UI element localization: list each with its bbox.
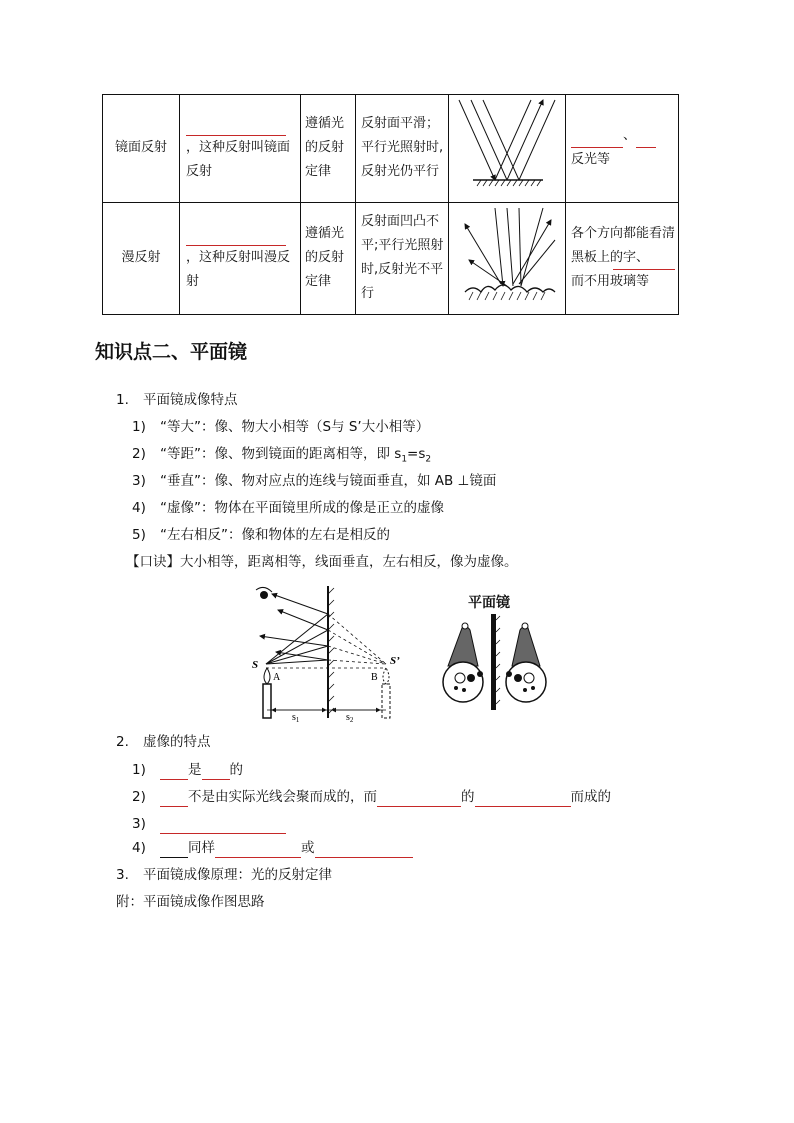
answer-blank — [215, 843, 301, 858]
appendix: 附：平面镜成像作图思路 — [116, 894, 265, 910]
list-item: “虚像”：物体在平面镜里所成的像是正立的虚像 — [160, 500, 444, 516]
mirror-figure-title: 平面镜 — [468, 595, 510, 611]
answer-blank — [186, 231, 286, 246]
label-A: A — [273, 672, 281, 683]
section-title: 知识点二、平面镜 — [95, 341, 248, 363]
list-item: 同样 或 — [160, 838, 413, 858]
example-head: 各个方向都能看清黑板上的字、 — [571, 226, 676, 266]
diagram-cell — [449, 95, 566, 203]
label-B: B — [371, 672, 378, 683]
list-number: 3) — [132, 816, 146, 832]
s2-number: 2. — [116, 734, 129, 750]
mirror-clown-illustration — [436, 612, 556, 714]
diagram-cell — [449, 202, 566, 314]
row-name: 漫反射 — [103, 202, 180, 314]
feature-cell: 反射面凹凸不平;平行光照射时,反射光不平行 — [356, 202, 449, 314]
answer-blank — [160, 819, 286, 834]
s1-title: 平面镜成像特点 — [143, 392, 238, 408]
answer-blank — [613, 255, 675, 270]
list-item: “垂直”：像、物对应点的连线与镜面垂直，如 AB ⊥镜面 — [160, 473, 497, 489]
label-S-prime: S’ — [390, 655, 400, 667]
list-item: 不是由实际光线会聚而成的，而 的 而成的 — [160, 787, 611, 807]
feature-cell: 反射面平滑；平行光照射时,反射光仍平行 — [356, 95, 449, 203]
label-S: S — [252, 659, 259, 671]
answer-blank — [186, 121, 286, 136]
list-number: 2) — [132, 446, 146, 462]
svg-text:s1 — [292, 712, 300, 724]
law-cell: 遵循光的反射定律 — [301, 202, 356, 314]
svg-text:s2 — [346, 712, 354, 724]
answer-blank — [377, 792, 461, 807]
list-number: 4) — [132, 500, 146, 516]
s2-title: 虚像的特点 — [143, 734, 211, 750]
answer-blank — [571, 133, 623, 148]
answer-blank — [160, 792, 188, 807]
answer-blank — [636, 133, 656, 148]
list-item — [160, 814, 286, 834]
example-tail: 而不用玻璃等 — [571, 274, 650, 290]
blank-suffix: ，这种反射叫漫反射 — [186, 250, 291, 290]
diffuse-reflection-diagram — [455, 204, 559, 304]
label-s1-sub: 1 — [295, 716, 300, 724]
list-number: 3) — [132, 473, 146, 489]
plane-mirror-imaging-diagram — [246, 584, 406, 724]
table-row — [103, 95, 679, 203]
answer-blank — [315, 843, 413, 858]
example-cell — [566, 202, 679, 314]
list-item: “等距”：像、物到镜面的距离相等，即 $s_1=s_2$ — [160, 446, 432, 465]
answer-blank — [160, 843, 188, 858]
mnemonic: 【口诀】大小相等，距离相等，线面垂直，左右相反，像为虚像。 — [126, 554, 518, 570]
label-s1: s — [292, 712, 296, 723]
list-item: 是 的 — [160, 760, 243, 780]
blank-suffix: ，这种反射叫镜面反射 — [186, 140, 291, 180]
answer-blank — [160, 765, 188, 780]
example-cell — [566, 95, 679, 203]
specular-reflection-diagram — [455, 96, 559, 192]
s1-number: 1. — [116, 392, 129, 408]
example-separator: 、 — [623, 128, 637, 144]
list-item: “等大”：像、物大小相等（S与 S’大小相等） — [160, 419, 430, 435]
blank-cell — [180, 202, 301, 314]
example-tail: 反光等 — [571, 152, 611, 168]
list-number: 4) — [132, 840, 146, 856]
list-number: 1) — [132, 419, 146, 435]
reflection-comparison-table — [102, 94, 679, 315]
list-number: 2) — [132, 789, 146, 805]
list-number: 5) — [132, 527, 146, 543]
law-cell: 遵循光的反射定律 — [301, 95, 356, 203]
label-s2: s — [346, 712, 350, 723]
table-row — [103, 202, 679, 314]
s3-text: 平面镜成像原理：光的反射定律 — [143, 867, 332, 883]
list-item: “左右相反”：像和物体的左右是相反的 — [160, 527, 390, 543]
blank-cell — [180, 95, 301, 203]
answer-blank — [202, 765, 230, 780]
label-s2-sub: 2 — [349, 716, 354, 724]
answer-blank — [475, 792, 571, 807]
row-name: 镜面反射 — [103, 95, 180, 203]
s3-number: 3. — [116, 867, 129, 883]
list-number: 1) — [132, 762, 146, 778]
